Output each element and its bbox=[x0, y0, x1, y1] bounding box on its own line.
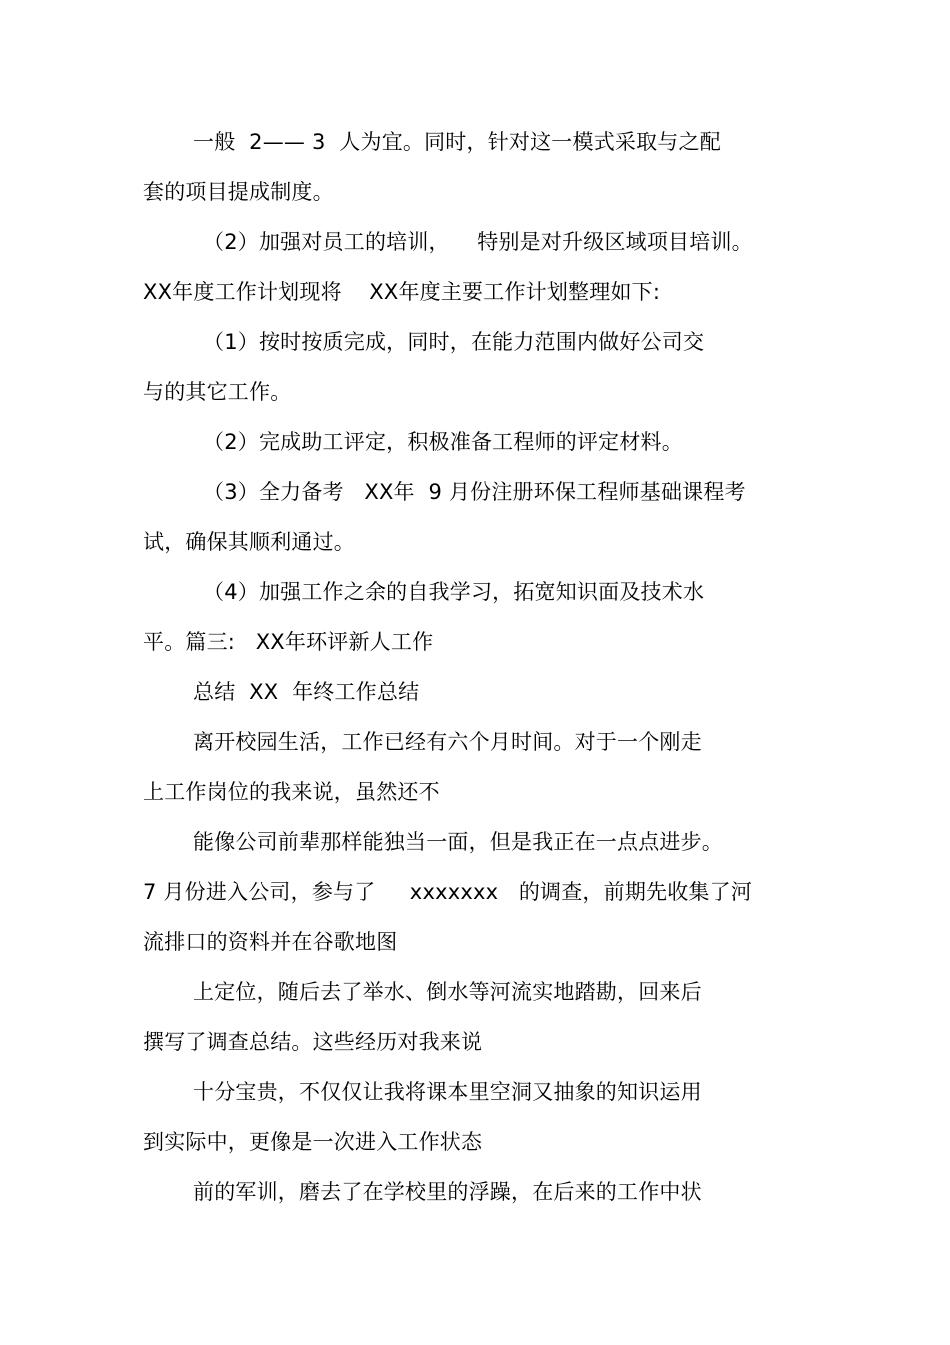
text-line: （2）加强对员工的培训， 特别是对升级区域项目培训。 bbox=[203, 230, 753, 254]
text-line: XX年度工作计划现将 XX年度主要工作计划整理如下: bbox=[143, 280, 661, 304]
text-line: 上定位，随后去了举水、倒水等河流实地踏勘，回来后 bbox=[193, 980, 702, 1004]
text-line: 撰写了调查总结。这些经历对我来说 bbox=[143, 1030, 483, 1054]
text-line: （1）按时按质完成，同时，在能力范围内做好公司交 bbox=[203, 330, 705, 354]
text-line: 流排口的资料并在谷歌地图 bbox=[143, 930, 398, 954]
text-line: 套的项目提成制度。 bbox=[143, 180, 334, 204]
text-line: 总结 XX 年终工作总结 bbox=[193, 680, 420, 704]
text-line: 7 月份进入公司，参与了 xxxxxxx 的调查，前期先收集了河 bbox=[143, 880, 753, 904]
text-line: 十分宝贵，不仅仅让我将课本里空洞又抽象的知识运用 bbox=[193, 1080, 702, 1104]
text-line: 到实际中，更像是一次进入工作状态 bbox=[143, 1130, 483, 1154]
text-line: 前的军训，磨去了在学校里的浮躁，在后来的工作中状 bbox=[193, 1180, 702, 1204]
text-line: 试，确保其顺利通过。 bbox=[143, 530, 355, 554]
text-line: （3）全力备考 XX年 9 月份注册环保工程师基础课程考 bbox=[203, 480, 746, 504]
text-line: 与的其它工作。 bbox=[143, 380, 292, 404]
text-line: （2）完成助工评定，积极准备工程师的评定材料。 bbox=[203, 430, 683, 454]
text-line: 上工作岗位的我来说，虽然还不 bbox=[143, 780, 440, 804]
text-line: 离开校园生活，工作已经有六个月时间。对于一个刚走 bbox=[193, 730, 702, 754]
text-line: 能像公司前辈那样能独当一面，但是我正在一点点进步。 bbox=[193, 830, 723, 854]
text-line: 一般 2—— 3 人为宜。同时，针对这一模式采取与之配 bbox=[193, 130, 721, 154]
text-line: （4）加强工作之余的自我学习，拓宽知识面及技术水 bbox=[203, 580, 705, 604]
text-line: 平。篇三: XX年环评新人工作 bbox=[143, 630, 434, 654]
